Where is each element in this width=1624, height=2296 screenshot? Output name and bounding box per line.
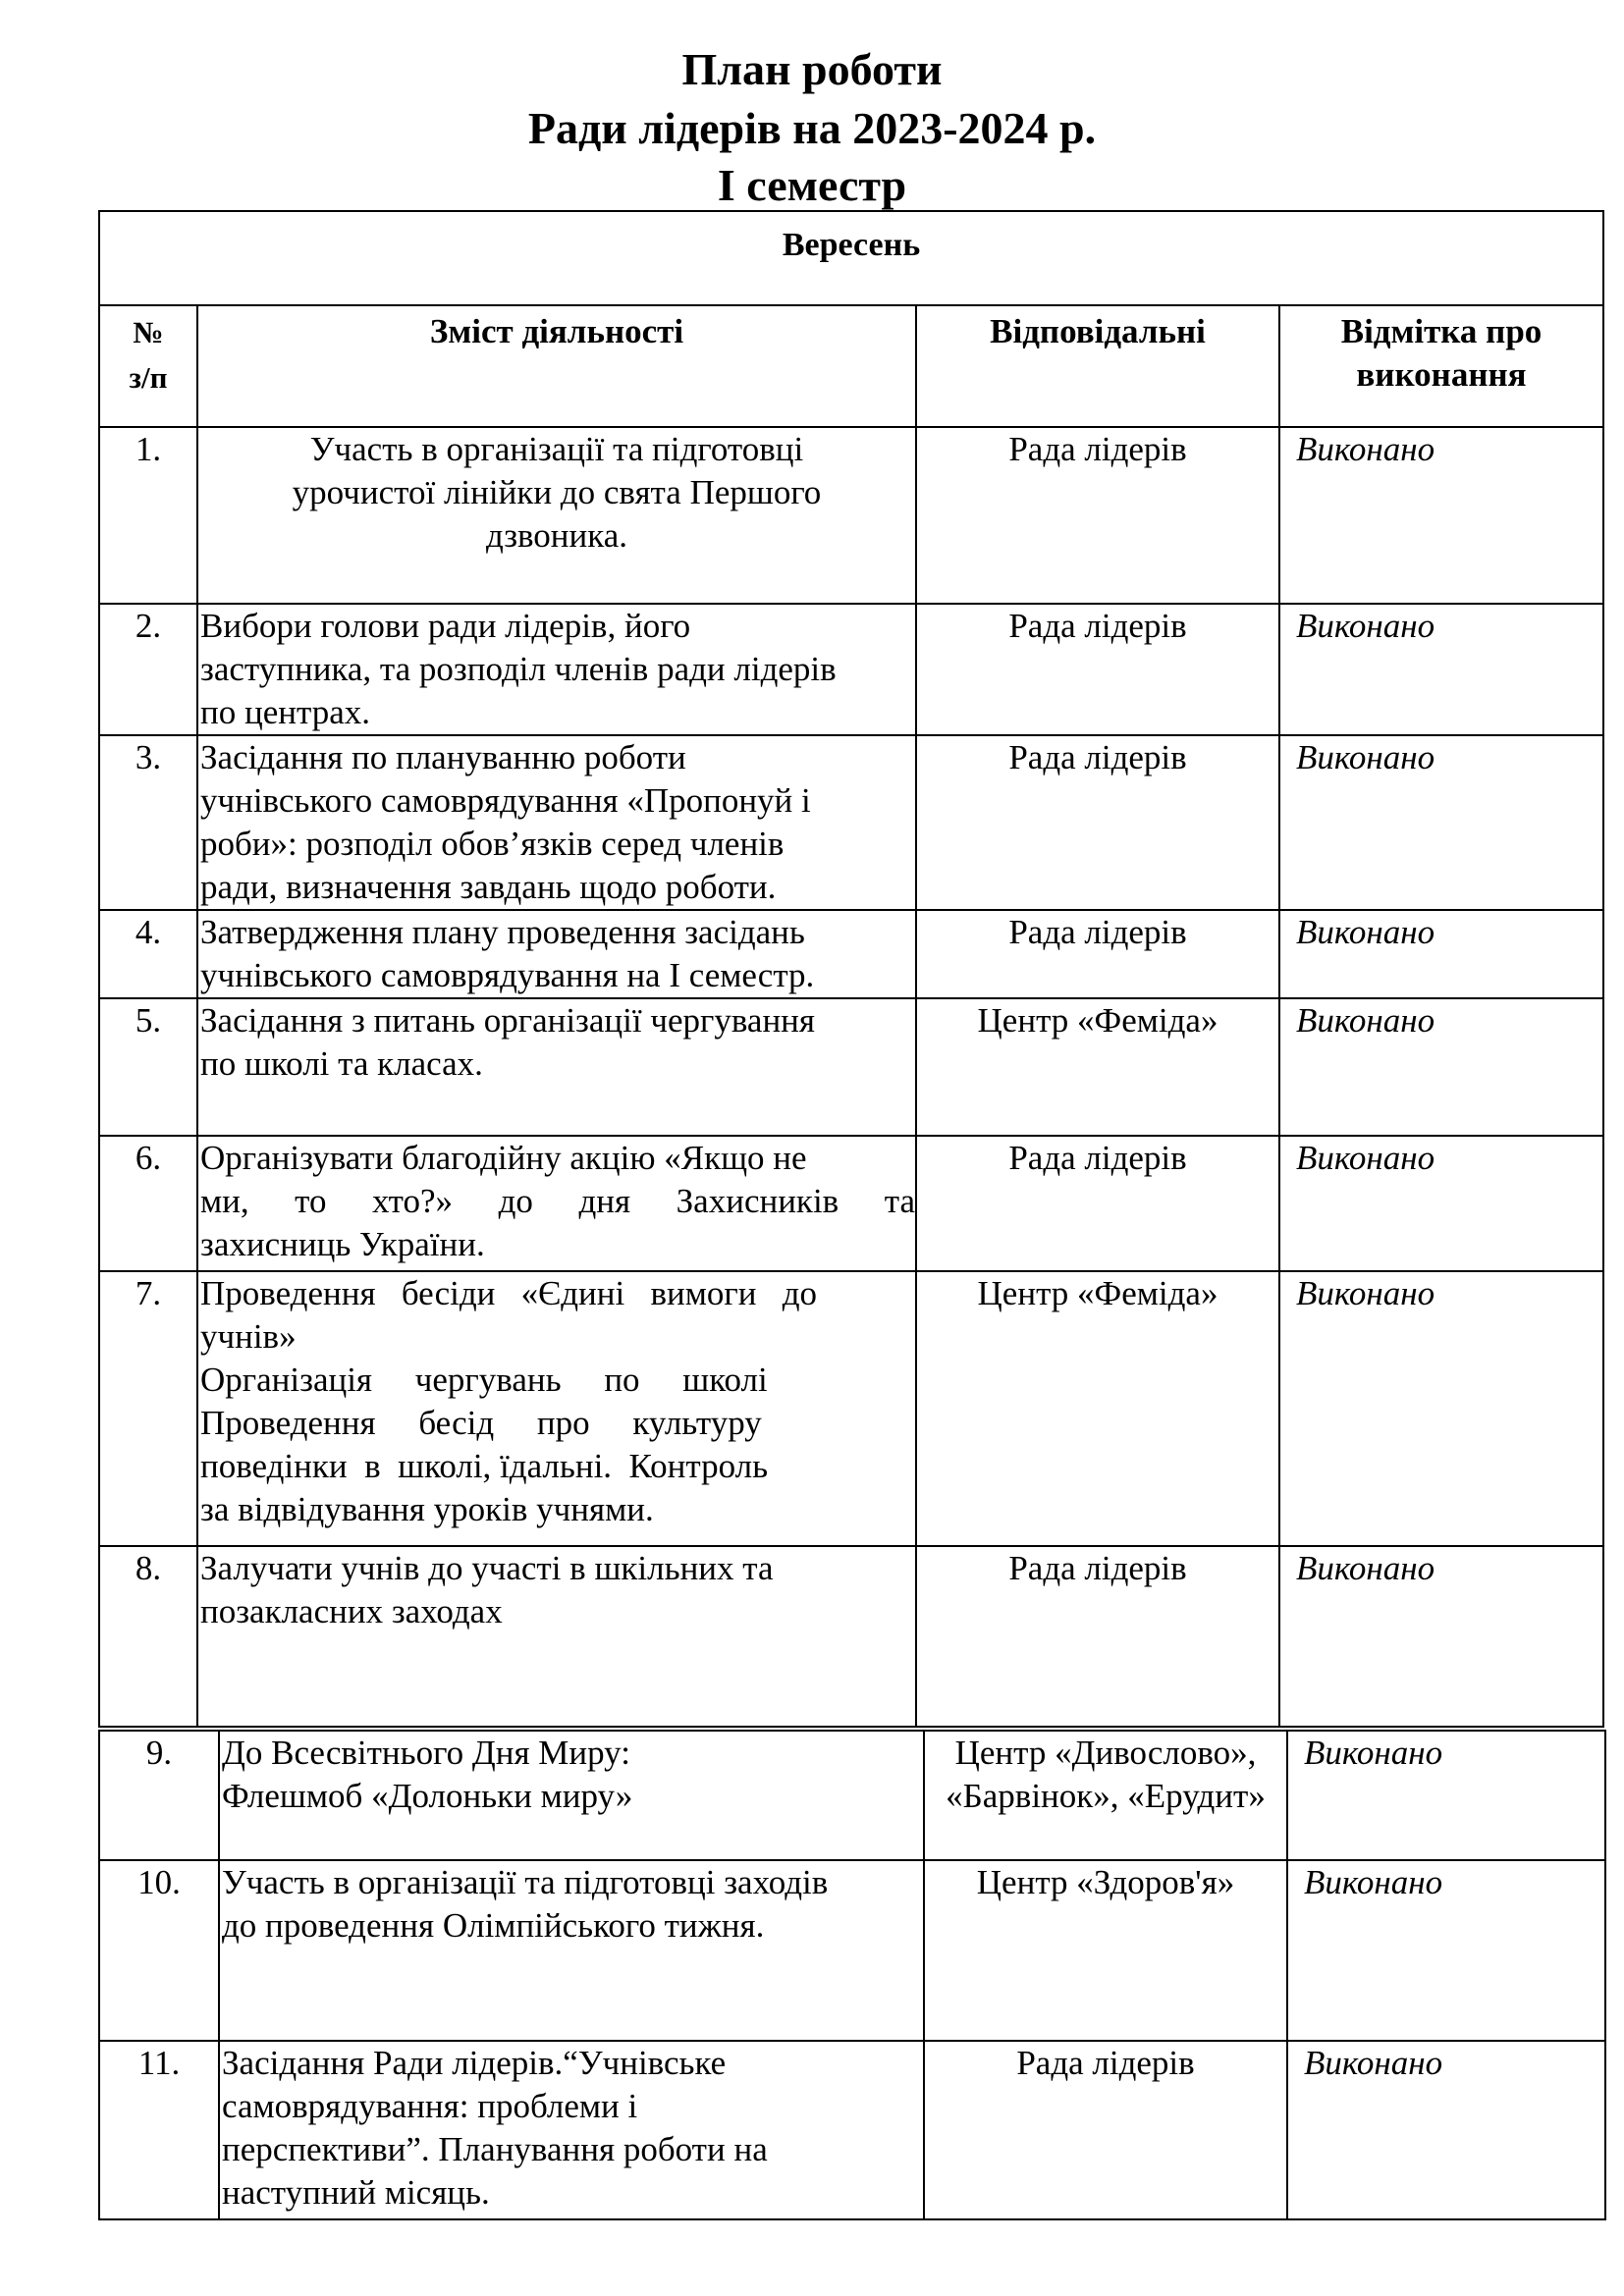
row-content xyxy=(219,2041,924,2219)
table-row xyxy=(99,1860,1605,2041)
content-line: Засідання з питань організації чергування xyxy=(200,1001,816,1040)
row-number: 1. xyxy=(99,427,197,604)
table-row xyxy=(99,1546,1603,1727)
content-line: захисниць України. xyxy=(200,1225,485,1263)
responsible-line: Центр «Дивослово», xyxy=(954,1734,1257,1772)
row-number: 6. xyxy=(99,1136,197,1271)
row-content xyxy=(197,1271,916,1546)
content-line: Участь в організації та підготовці заходів xyxy=(222,1863,829,1901)
content-line: Організувати благодійну акцію «Якщо не xyxy=(200,1139,807,1177)
row-number: 2. xyxy=(99,604,197,735)
content-line: самоврядування: проблеми і xyxy=(222,2087,638,2125)
mark-header-line1: Відмітка про xyxy=(1340,312,1543,350)
content-line: до проведення Олімпійського тижня. xyxy=(222,1906,765,1945)
row-number: 5. xyxy=(99,998,197,1136)
row-content xyxy=(197,427,916,604)
content-line: Засідання по плануванню роботи xyxy=(200,738,686,776)
row-mark: Виконано xyxy=(1279,427,1603,604)
row-content xyxy=(197,1546,916,1727)
row-responsible: Центр «Феміда» xyxy=(916,998,1279,1136)
semester-title: І семестр xyxy=(717,160,907,210)
content-line: ми, то хто?» до дня Захисників та xyxy=(200,1182,915,1220)
row-responsible: Рада лідерів xyxy=(916,735,1279,910)
row-number: 3. xyxy=(99,735,197,910)
row-responsible xyxy=(924,1731,1287,1860)
content-line: по школі та класах. xyxy=(200,1044,483,1083)
row-content xyxy=(197,910,916,998)
content-line: Проведення бесіди «Єдині вимоги до xyxy=(200,1274,818,1312)
content-line: перспективи”. Планування роботи на xyxy=(222,2130,768,2168)
row-content xyxy=(197,998,916,1136)
plan-table-1 xyxy=(98,210,1604,1728)
content-line: Затвердження плану проведення засідань xyxy=(200,913,805,951)
row-mark: Виконано xyxy=(1279,998,1603,1136)
content-line: поведінки в школі, їдальні. Контроль xyxy=(200,1447,769,1485)
table-row xyxy=(99,2041,1605,2219)
content-line: роби»: розподіл обов’язків серед членів xyxy=(200,825,785,863)
row-content xyxy=(197,604,916,735)
content-line: Організація чергувань по школі xyxy=(200,1361,768,1399)
row-number: 8. xyxy=(99,1546,197,1727)
row-content xyxy=(197,1136,916,1271)
row-mark: Виконано xyxy=(1279,1271,1603,1546)
content-line: Залучати учнів до участі в шкільних та xyxy=(200,1549,774,1587)
column-header-content: Зміст діяльності xyxy=(197,305,916,427)
content-line: заступника, та розподіл членів ради лідерів xyxy=(200,650,837,688)
content-line: позакласних заходах xyxy=(200,1592,503,1630)
row-mark: Виконано xyxy=(1279,604,1603,735)
plan-title: План роботи xyxy=(681,44,943,94)
mark-header-line2: виконання xyxy=(1356,355,1527,394)
row-number: 9. xyxy=(99,1731,219,1860)
row-number: 7. xyxy=(99,1271,197,1546)
table-row xyxy=(99,427,1603,604)
table-row xyxy=(99,1136,1603,1271)
row-number: 4. xyxy=(99,910,197,998)
table-header-row xyxy=(99,305,1603,427)
row-mark: Виконано xyxy=(1279,1546,1603,1727)
row-responsible: Рада лідерів xyxy=(924,2041,1287,2219)
content-line: урочистої лінійки до свята Першого xyxy=(292,473,822,511)
row-mark: Виконано xyxy=(1279,910,1603,998)
table-row xyxy=(99,998,1603,1136)
row-responsible: Центр «Здоров'я» xyxy=(924,1860,1287,2041)
row-mark: Виконано xyxy=(1287,1860,1605,2041)
content-line: Проведення бесід про культуру xyxy=(200,1404,762,1442)
content-line: наступний місяць. xyxy=(222,2173,490,2212)
content-line: учнівського самоврядування на І семестр. xyxy=(200,956,815,994)
column-header-responsible: Відповідальні xyxy=(916,305,1279,427)
content-line: учнівського самоврядування «Пропонуй і xyxy=(200,781,811,820)
row-mark: Виконано xyxy=(1287,1731,1605,1860)
column-header-number xyxy=(99,305,197,427)
month-header: Вересень xyxy=(99,211,1603,305)
number-sign: № xyxy=(133,315,164,349)
content-line: Флешмоб «Долоньки миру» xyxy=(222,1777,633,1815)
content-line: Засідання Ради лідерів.“Учнівське xyxy=(222,2044,727,2082)
content-line: учнів» xyxy=(200,1317,297,1356)
table-row xyxy=(99,1271,1603,1546)
column-header-mark xyxy=(1279,305,1603,427)
row-number: 11. xyxy=(99,2041,219,2219)
row-responsible: Рада лідерів xyxy=(916,1546,1279,1727)
row-mark: Виконано xyxy=(1279,735,1603,910)
responsible-line: «Барвінок», «Ерудит» xyxy=(946,1777,1266,1815)
content-line: дзвоника. xyxy=(485,516,628,555)
content-line: ради, визначення завдань щодо роботи. xyxy=(200,868,777,906)
content-line: До Всесвітнього Дня Миру: xyxy=(222,1734,630,1772)
plan-table-2 xyxy=(98,1730,1606,2220)
table-row xyxy=(99,1731,1605,1860)
table-row xyxy=(99,735,1603,910)
row-mark: Виконано xyxy=(1287,2041,1605,2219)
row-content xyxy=(197,735,916,910)
number-abbr: з/п xyxy=(129,360,168,395)
row-mark: Виконано xyxy=(1279,1136,1603,1271)
table-row xyxy=(99,910,1603,998)
row-responsible: Рада лідерів xyxy=(916,910,1279,998)
row-responsible: Центр «Феміда» xyxy=(916,1271,1279,1546)
content-line: Участь в організації та підготовці xyxy=(309,430,804,468)
plan-subtitle: Ради лідерів на 2023-2024 р. xyxy=(527,103,1097,153)
content-line: за відвідування уроків учнями. xyxy=(200,1490,654,1528)
row-responsible: Рада лідерів xyxy=(916,1136,1279,1271)
row-content xyxy=(219,1860,924,2041)
content-line: Вибори голови ради лідерів, його xyxy=(200,607,691,645)
row-content xyxy=(219,1731,924,1860)
row-number: 10. xyxy=(99,1860,219,2041)
content-line: по центрах. xyxy=(200,693,370,731)
row-responsible: Рада лідерів xyxy=(916,604,1279,735)
table-row xyxy=(99,604,1603,735)
month-row xyxy=(99,211,1603,305)
row-responsible: Рада лідерів xyxy=(916,427,1279,604)
